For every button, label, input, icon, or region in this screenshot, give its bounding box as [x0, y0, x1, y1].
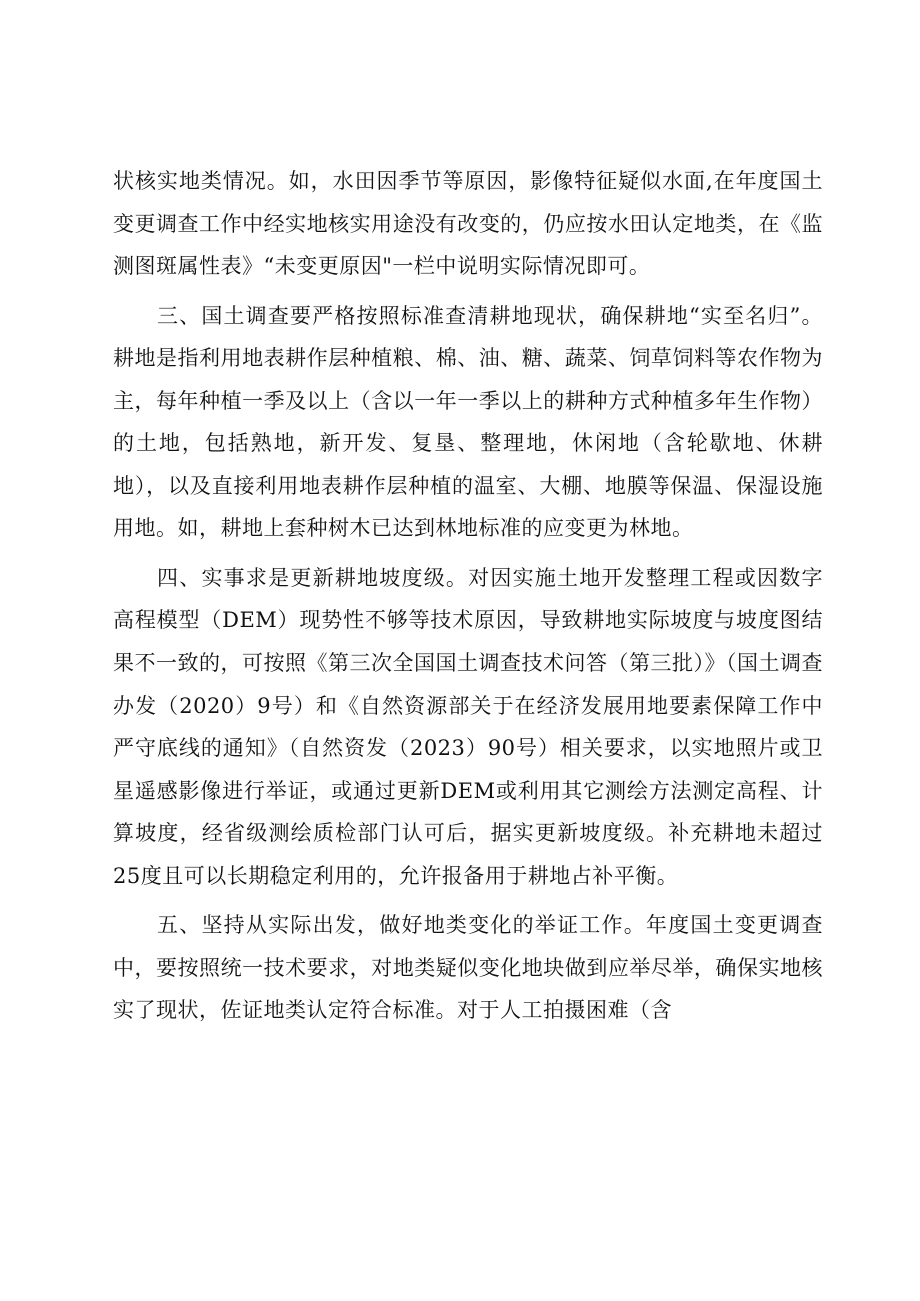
paragraph-section-3: 三、国土调查要严格按照标准查清耕地现状，确保耕地“实至名归”。耕地是指利用地表耕作层种植粮、棉、油、糖、蔬菜、饲草饲料等农作物为主，每年种植一季及以上（含以一年一季以上的耕种方式种植多年生作物）的土地，包括熟地，新开发、复垦、整理地，休闲地（含轮歇地、休耕地），以及直接利用地表耕作层种植的温室、大棚、地膜等保温、保湿设施用地。如，耕地上套种树木已达到林地标准的应变更为林地。 — [113, 303, 823, 541]
paragraph-continued: 状核实地类情况。如，水田因季节等原因，影像特征疑似水面,在年度国土变更调查工作中经实地核实用途没有改变的，仍应按水田认定地类，在《监测图斑属性表》“未变更原因"一栏中说明实际情况即可。 — [113, 169, 823, 279]
paragraph-section-5: 五、坚持从实际出发，做好地类变化的举证工作。年度国土变更调查中，要按照统一技术要求，对地类疑似变化地块做到应举尽举，确保实地核实了现状，佐证地类认定符合标准。对于人工拍摄困难（含 — [113, 913, 823, 1023]
paragraph-section-4: 四、实事求是更新耕地坡度级。对因实施土地开发整理工程或因数字高程模型（DEM）现势性不够等技术原因，导致耕地实际坡度与坡度图结果不一致的，可按照《第三次全国国土调查技术问答（第三批）》（国土调查办发（2020）9号）和《自然资源部关于在经济发展用地要素保障工作中严守底线的通知》（自然资发（2023）90号）相关要求，以实地照片或卫星遥感影像进行举证，或通过更新DEM或利用其它测绘方法测定高程、计算坡度，经省级测绘质检部门认可后，据实更新坡度级。补充耕地未超过25度且可以长期稳定利用的，允许报备用于耕地占补平衡。 — [113, 565, 823, 888]
document-body — [113, 160, 823, 1032]
